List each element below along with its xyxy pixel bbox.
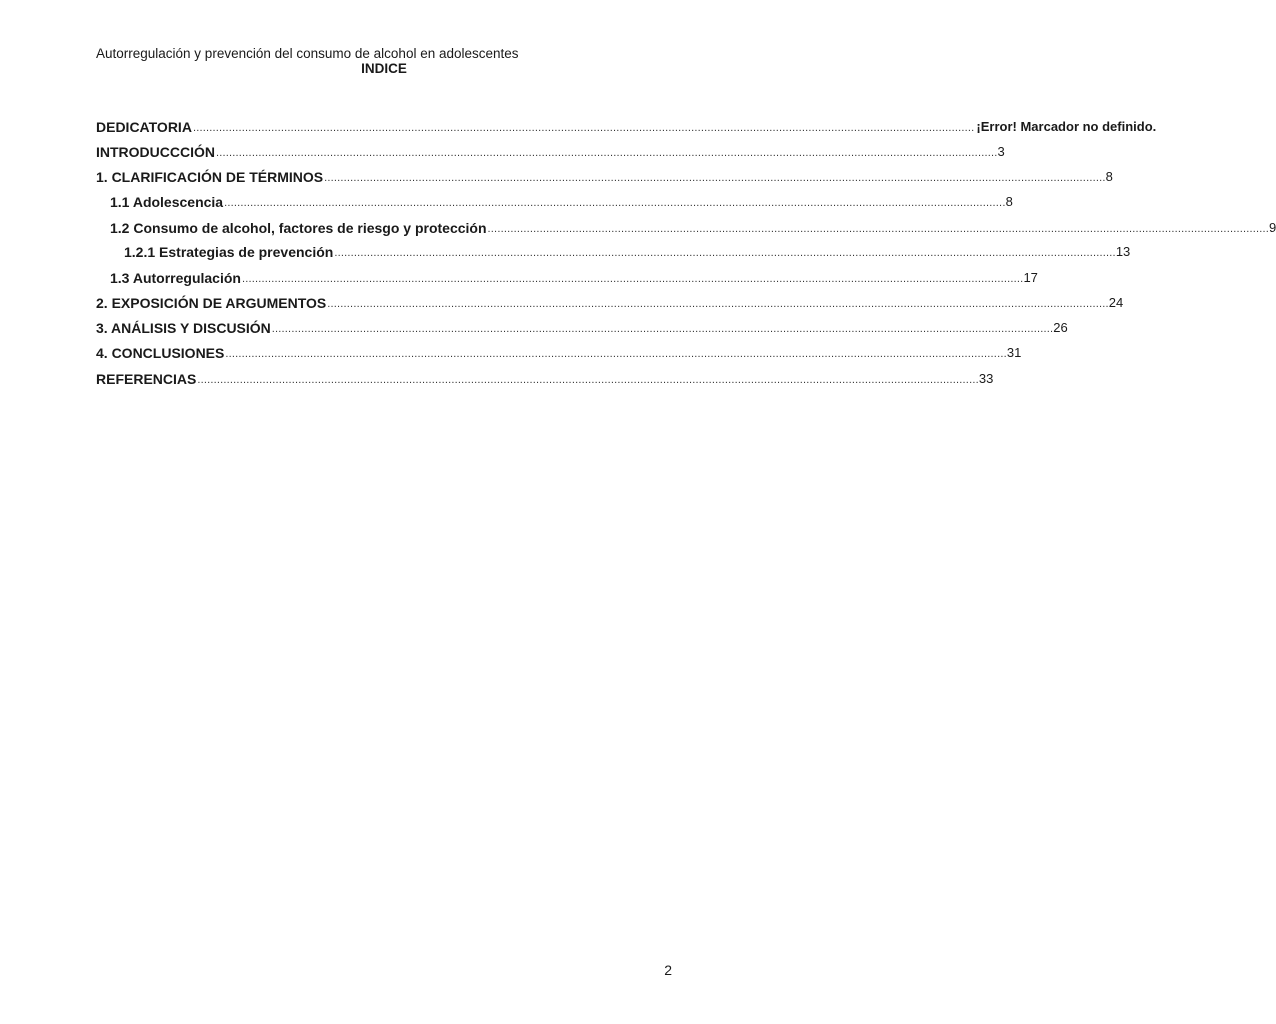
toc-entry-label: 3. ANÁLISIS Y DISCUSIÓN bbox=[96, 320, 271, 336]
toc-dot-leader: ................................................................................................................................................................................................................................................ bbox=[216, 147, 998, 159]
toc-entry-adolescencia[interactable] bbox=[110, 192, 1013, 210]
toc-entry-page: 8 bbox=[1105, 169, 1113, 184]
toc-dot-leader: ................................................................................................................................................................................................................................................ bbox=[487, 223, 1270, 235]
toc-entry-analisis-discusion[interactable] bbox=[96, 318, 1068, 336]
toc-entry-page: 26 bbox=[1053, 320, 1068, 335]
toc-entry-label: 1. CLARIFICACIÓN DE TÉRMINOS bbox=[96, 169, 324, 185]
toc-entry-introduccion[interactable] bbox=[96, 142, 1005, 160]
toc-entry-clarificacion[interactable] bbox=[96, 167, 1113, 185]
toc-dot-leader: ................................................................................................................................................................................................................................................ bbox=[327, 298, 1109, 310]
toc-entry-label: 1.2.1 Estrategias de prevención bbox=[124, 244, 334, 260]
toc-dot-leader: ................................................................................................................................................................................................................................................ bbox=[192, 122, 975, 134]
toc-entry-consumo-alcohol[interactable] bbox=[110, 218, 1276, 236]
page-number: 2 bbox=[664, 962, 672, 978]
toc-entry-page: 33 bbox=[978, 371, 994, 386]
toc-title: INDICE bbox=[361, 61, 407, 76]
toc-entry-label: INTRODUCCCIÓN bbox=[96, 144, 215, 160]
toc-entry-page: ¡Error! Marcador no definido. bbox=[976, 119, 1157, 134]
toc-dot-leader: ................................................................................................................................................................................................................................................ bbox=[225, 348, 1007, 360]
toc-entry-label: 2. EXPOSICIÓN DE ARGUMENTOS bbox=[96, 295, 327, 311]
toc-entry-label: REFERENCIAS bbox=[96, 371, 197, 387]
toc-entry-label: 1.3 Autorregulación bbox=[110, 270, 241, 286]
toc-entry-label: 1.1 Adolescencia bbox=[110, 194, 224, 210]
toc-dot-leader: ................................................................................................................................................................................................................................................ bbox=[334, 247, 1116, 259]
toc-entry-page: 13 bbox=[1115, 244, 1131, 259]
toc-entry-page: 9 bbox=[1269, 220, 1276, 235]
toc-dot-leader: ................................................................................................................................................................................................................................................ bbox=[241, 273, 1024, 285]
toc-entry-page: 8 bbox=[1005, 194, 1013, 209]
toc-entry-page: 31 bbox=[1006, 345, 1022, 360]
running-header: Autorregulación y prevención del consumo de alcohol en adolescentes bbox=[96, 46, 519, 61]
toc-entry-page: 24 bbox=[1108, 295, 1124, 310]
toc-entry-conclusiones[interactable] bbox=[96, 343, 1022, 361]
toc-dot-leader: ................................................................................................................................................................................................................................................ bbox=[271, 323, 1054, 335]
toc-entry-dedicatoria[interactable] bbox=[96, 117, 1157, 135]
toc-entry-page: 17 bbox=[1023, 270, 1038, 285]
toc-dot-leader: ................................................................................................................................................................................................................................................ bbox=[197, 374, 979, 386]
toc-dot-leader: ................................................................................................................................................................................................................................................ bbox=[324, 172, 1106, 184]
toc-entry-referencias[interactable] bbox=[96, 369, 994, 387]
toc-entry-estrategias-prevencion[interactable] bbox=[124, 242, 1131, 260]
toc-entry-exposicion-argumentos[interactable] bbox=[96, 293, 1124, 311]
toc-entry-page: 3 bbox=[997, 144, 1005, 159]
toc-entry-label: DEDICATORIA bbox=[96, 119, 192, 135]
toc-dot-leader: ................................................................................................................................................................................................................................................ bbox=[224, 197, 1006, 209]
toc-entry-autorregulacion[interactable] bbox=[110, 268, 1038, 286]
toc-entry-label: 4. CONCLUSIONES bbox=[96, 345, 225, 361]
toc-entry-label: 1.2 Consumo de alcohol, factores de riesgo y protección bbox=[110, 220, 487, 236]
